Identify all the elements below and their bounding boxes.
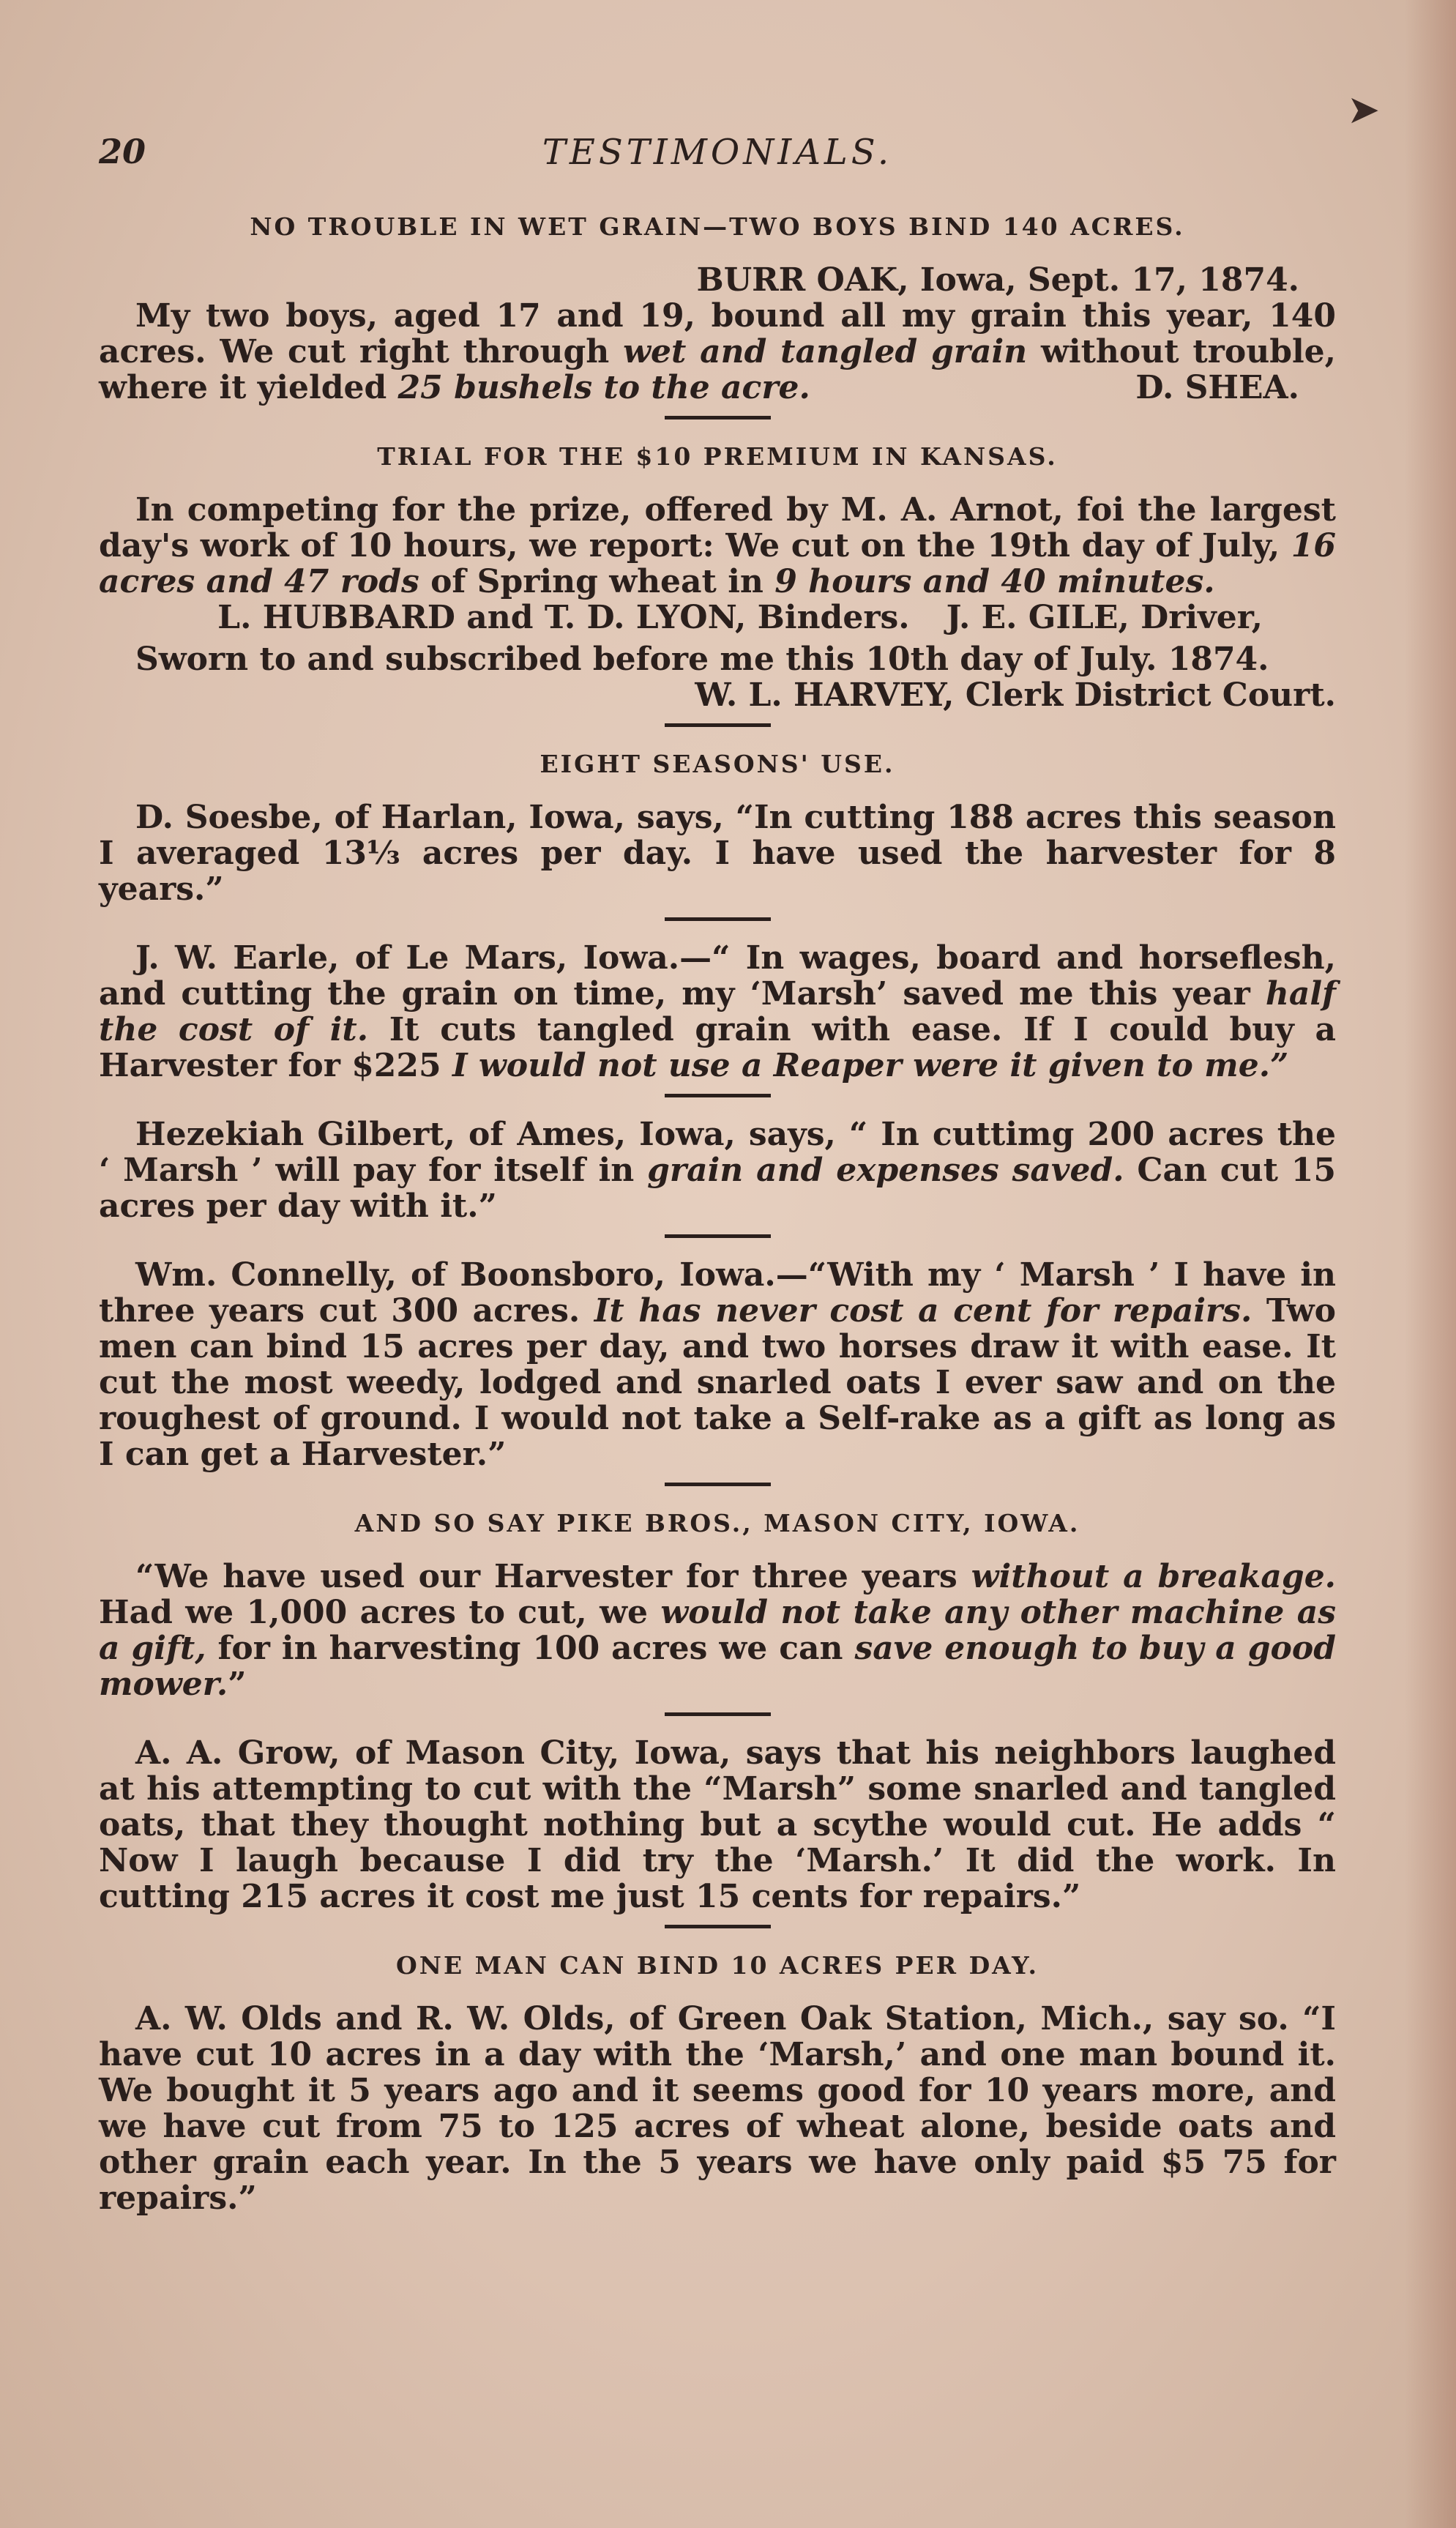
section-heading: ONE MAN CAN BIND 10 ACRES PER DAY. xyxy=(396,1951,1039,1980)
testimonial-text: Hezekiah Gilbert, of Ames, Iowa, says, “ In cuttimg 200 acres the ‘ Marsh ’ will pay for itself in grain and expenses saved. Can cut 15 acres per day with it.” xyxy=(99,1116,1336,1225)
divider-rule xyxy=(665,723,771,727)
sworn-statement: Sworn to and subscribed before me this 10th day of July. 1874. xyxy=(135,641,1269,678)
page-content xyxy=(99,209,1336,2216)
page-header xyxy=(99,132,1336,190)
divider-rule xyxy=(665,1483,771,1486)
place-date: BURR OAK, Iowa, Sept. 17, 1874. xyxy=(696,261,1299,299)
testimonial-text: A. W. Olds and R. W. Olds, of Green Oak Station, Mich., say so. “I have cut 10 acres in a day with the ‘Marsh,’ and one man bound it. We bought it 5 years ago and it seems good for 10 years more, and we have cut from 75 to 125 acres of wheat alone, beside oats and other grain each year. In the 5 years we have only paid $5 75 for repairs.” xyxy=(99,2000,1336,2217)
section-heading: EIGHT SEASONS' USE. xyxy=(540,750,895,778)
page-edge-shadow xyxy=(1405,0,1456,2528)
corner-mark-icon: ➤ xyxy=(1347,86,1381,133)
testimonial-text: J. W. Earle, of Le Mars, Iowa.—“ In wages, board and horseflesh, and cutting the grain on time, my ‘Marsh’ saved me this year half the cost of it. It cuts tangled grain with ease. If I could buy a Harvester for $225 I would not use a Reaper were it given to me.” xyxy=(99,939,1336,1084)
divider-rule xyxy=(665,1234,771,1238)
running-head: TESTIMONIALS. xyxy=(542,132,893,173)
signature: D. SHEA. xyxy=(1135,369,1299,406)
section-heading: AND SO SAY PIKE BROS., MASON CITY, IOWA. xyxy=(354,1509,1080,1537)
testimonial-text: Wm. Connelly, of Boonsboro, Iowa.—“With my ‘ Marsh ’ I have in three years cut 300 acres. It has never cost a cent for repairs. Two men can bind 15 acres per day, and two horses draw it with ease. It cut the most weedy, lodged and snarled oats I ever saw and on the roughest of ground. I would not take a Self-rake as a gift as long as I can get a Harvester.” xyxy=(99,1256,1336,1473)
testimonial-text: My two boys, aged 17 and 19, bound all my grain this year, 140 acres. We cut right through wet and tangled grain without trouble, where it yielded 25 bushels to the acre. D. SHEA. xyxy=(99,297,1336,406)
clerk-signature: W. L. HARVEY, Clerk District Court. xyxy=(695,676,1336,714)
divider-rule xyxy=(665,917,771,921)
section-heading: NO TROUBLE IN WET GRAIN—TWO BOYS BIND 140 ACRES. xyxy=(250,212,1185,241)
page-number: 20 xyxy=(99,132,146,171)
divider-rule xyxy=(665,1712,771,1716)
signature: J. E. GILE, Driver, xyxy=(946,599,1263,636)
testimonial-text: “We have used our Harvester for three years without a breakage. Had we 1,000 acres to cut, we would not take any other machine as a gift, for in harvesting 100 acres we can save enough to buy a good mower.” xyxy=(99,1558,1337,1703)
testimonial-text: D. Soesbe, of Harlan, Iowa, says, “In cutting 188 acres this season I averaged 13⅓ acres per day. I have used the harvester for 8 years.” xyxy=(99,799,1336,908)
testimonial-text: In competing for the prize, offered by M. A. Arnot, foi the largest day's work of 10 hours, we report: We cut on the 19th day of July, 16 acres and 47 rods of Spring wheat in 9 hours and 40 minutes. J. E. GILE, Driver, xyxy=(99,491,1336,636)
divider-rule xyxy=(665,1925,771,1928)
testimonial-text: A. A. Grow, of Mason City, Iowa, says that his neighbors laughed at his attempting to cut with the “Marsh” some snarled and tangled oats, that they thought nothing but a scythe would cut. He adds “ Now I laugh because I did try the ‘Marsh.’ It did the work. In cutting 215 acres it cost me just 15 cents for repairs.” xyxy=(99,1734,1336,1915)
divider-rule xyxy=(665,1094,771,1097)
divider-rule xyxy=(665,416,771,420)
section-heading: TRIAL FOR THE $10 PREMIUM IN KANSAS. xyxy=(377,442,1058,471)
signature: L. HUBBARD and T. D. LYON, Binders. xyxy=(217,599,910,636)
